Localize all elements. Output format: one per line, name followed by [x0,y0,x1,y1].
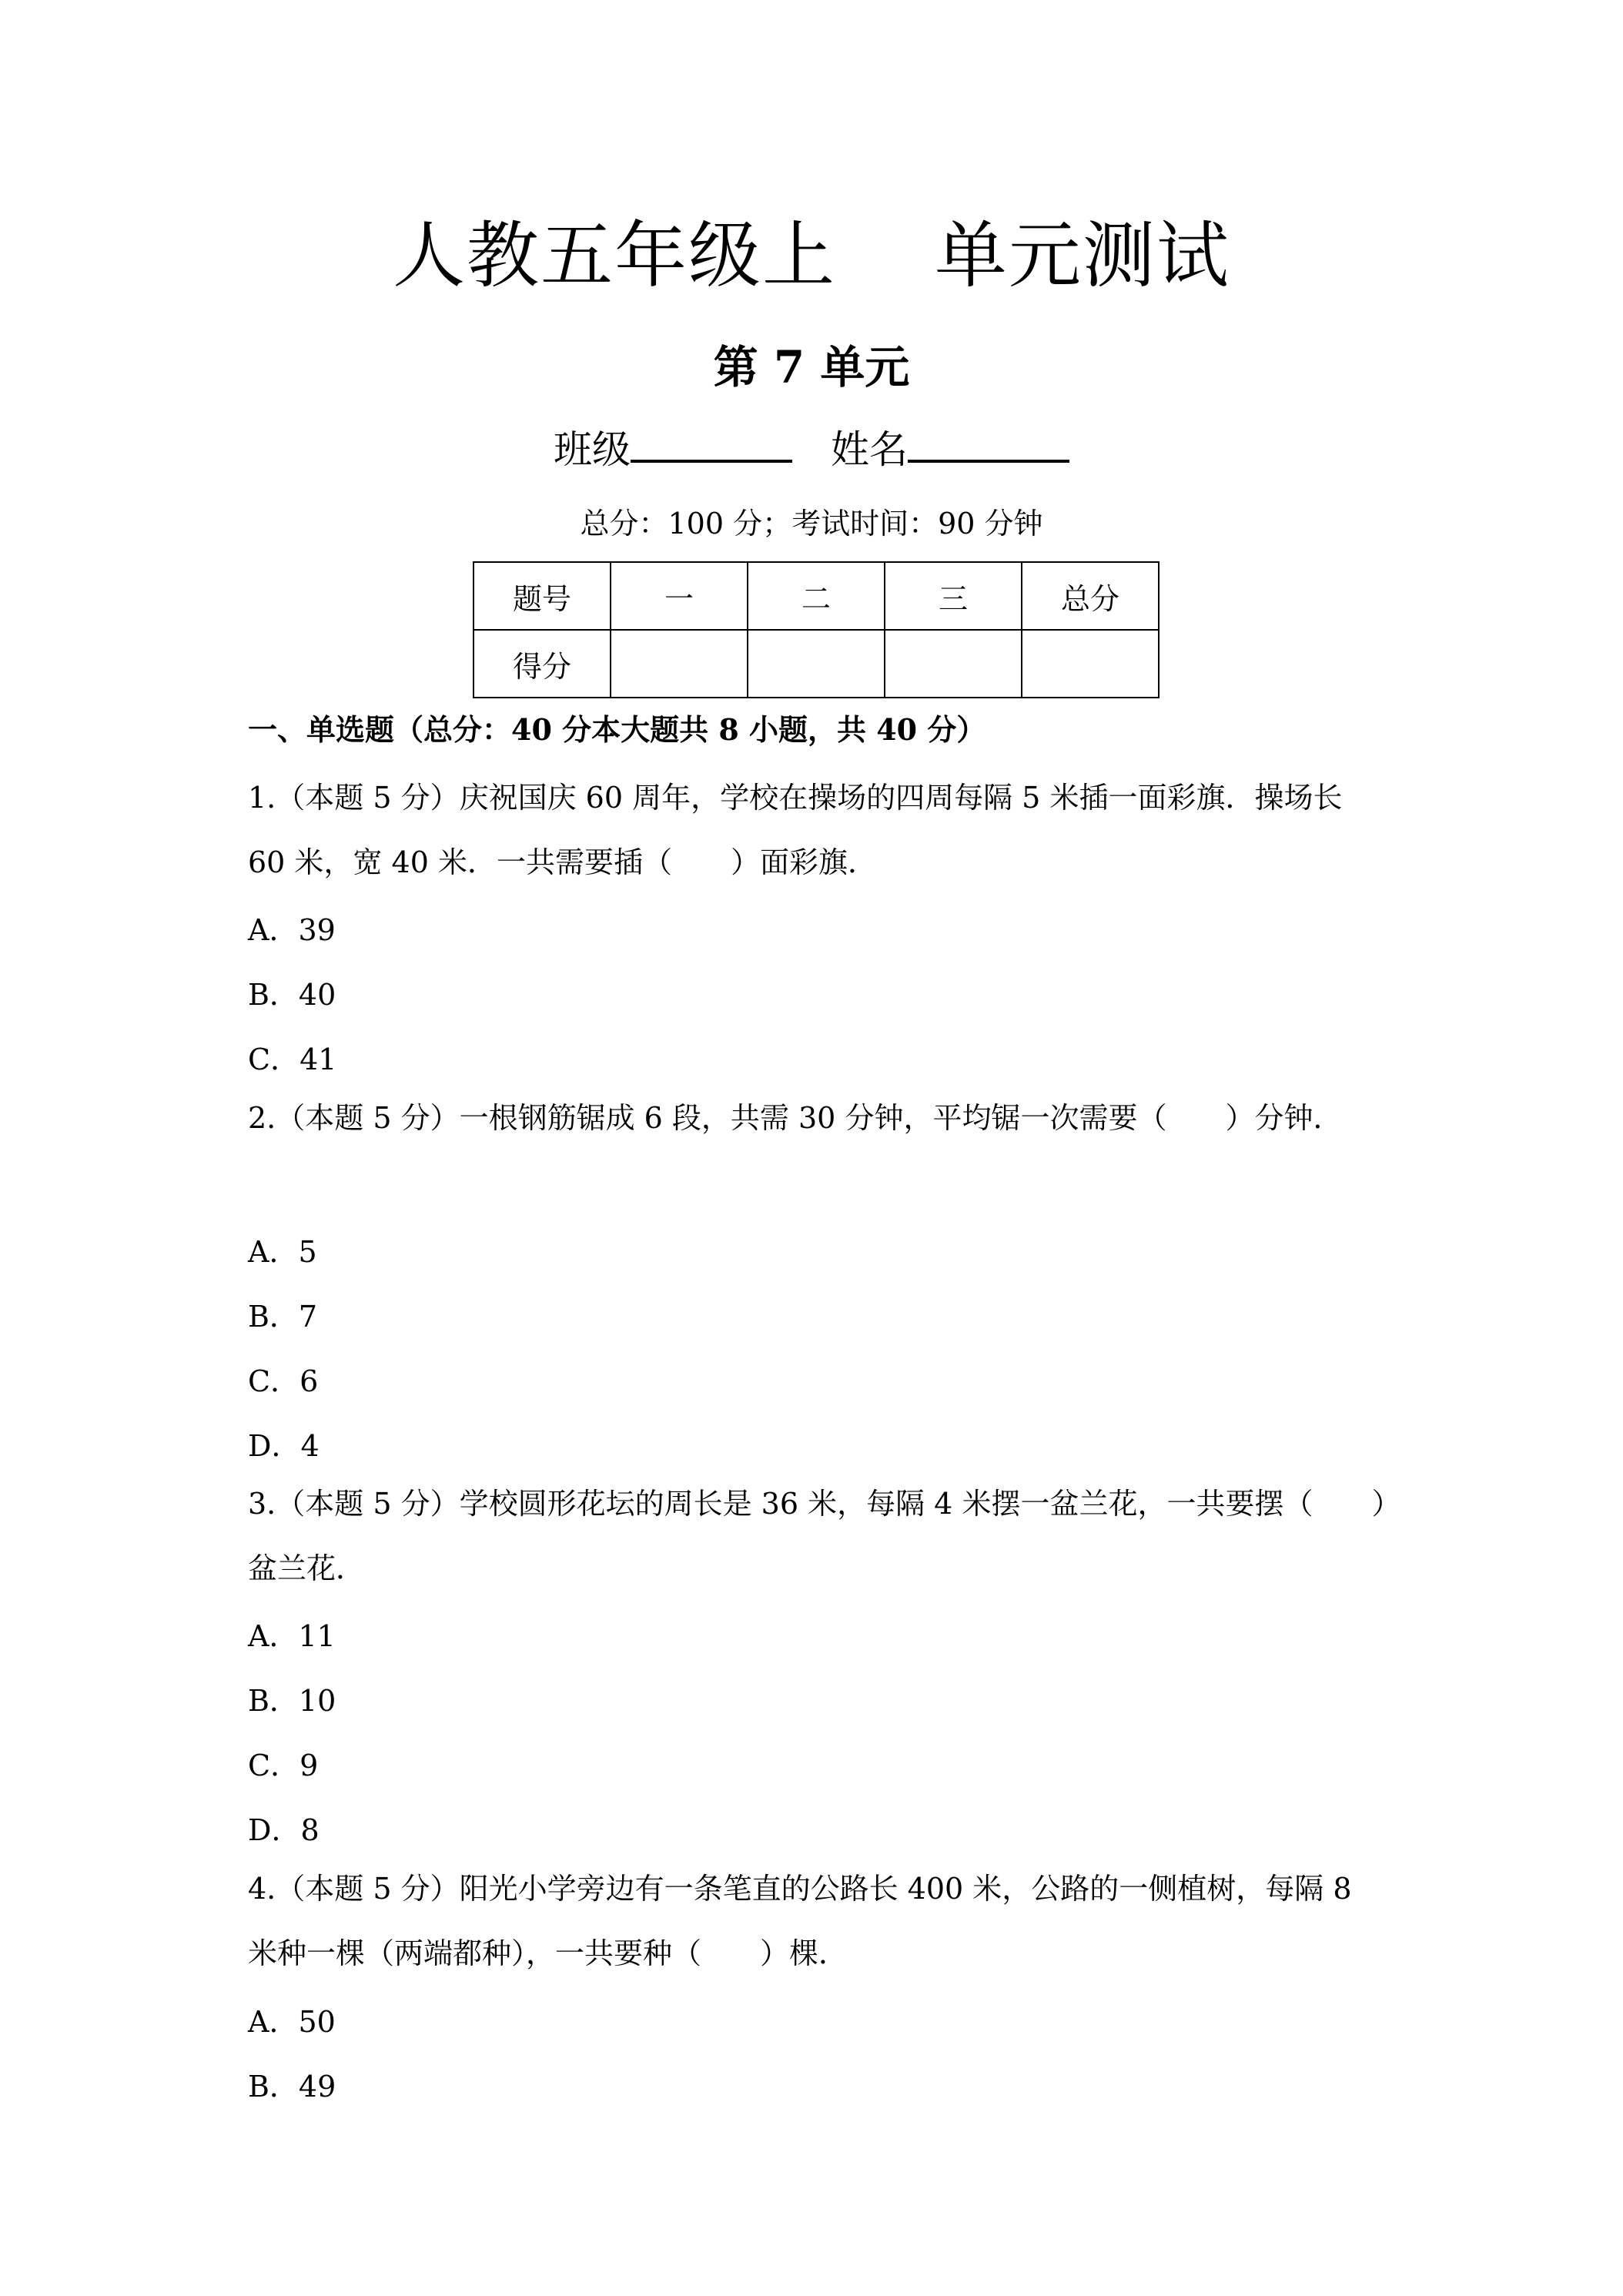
class-blank [631,421,792,463]
question-1-option-a: A．39 [248,913,336,947]
score-table-header-row [474,562,1159,630]
question-2: 2.（本题 5 分）一根钢筋锯成 6 段，共需 30 分钟，平均锯一次需要（ ）分钟． [248,1101,1343,1135]
section-heading: 一、单选题（总分：40 分本大题共 8 小题，共 40 分） [248,712,986,747]
question-3: 3.（本题 5 分）学校圆形花坛的周长是 36 米，每隔 4 米摆一盆兰花，一共要摆（ ）盆兰花． [248,1487,1387,1585]
question-2-option-b: B．7 [248,1300,318,1334]
score-cell [611,630,748,698]
question-3-option-b: B．10 [248,1684,336,1718]
score-cell: 二 [748,562,885,630]
score-cell: 三 [885,562,1022,630]
question-3-option-d: D．8 [248,1813,320,1847]
student-info-row [0,419,1623,480]
question-4: 4.（本题 5 分）阳光小学旁边有一条笔直的公路长 400 米，公路的一侧植树，每隔 8 米种一棵（两端都种），一共要种（ ）棵． [248,1872,1352,1970]
class-label: 班级 [554,427,631,472]
name-blank [908,421,1069,463]
score-table [473,561,1160,698]
exam-meta: 总分：100 分；考试时间：90 分钟 [580,507,1043,541]
score-cell: 一 [611,562,748,630]
score-cell [748,630,885,698]
question-2-option-a: A．5 [248,1235,317,1269]
question-1-option-b: B．40 [248,978,336,1012]
question-4-option-a: A．50 [248,2005,336,2039]
score-cell [885,630,1022,698]
question-2-option-d: D．4 [248,1429,320,1463]
question-2-option-c: C．6 [248,1364,319,1398]
score-cell [1022,630,1159,698]
name-label: 姓名 [831,427,908,472]
question-3-option-a: A．11 [248,1619,336,1653]
page-title: 人教五年级上 单元测试 [393,214,1230,298]
unit-subtitle: 第 7 单元 [713,341,910,393]
question-3-option-c: C．9 [248,1749,319,1782]
question-1: 1.（本题 5 分）庆祝国庆 60 周年，学校在操场的四周每隔 5 米插一面彩旗．操场长 60 米，宽 40 米．一共需要插（ ）面彩旗． [248,781,1343,879]
score-cell: 总分 [1022,562,1159,630]
question-4-option-b: B．49 [248,2070,336,2104]
question-1-option-c: C．41 [248,1043,337,1076]
score-cell: 题号 [474,562,611,630]
score-table-score-row [474,630,1159,698]
score-cell: 得分 [474,630,611,698]
